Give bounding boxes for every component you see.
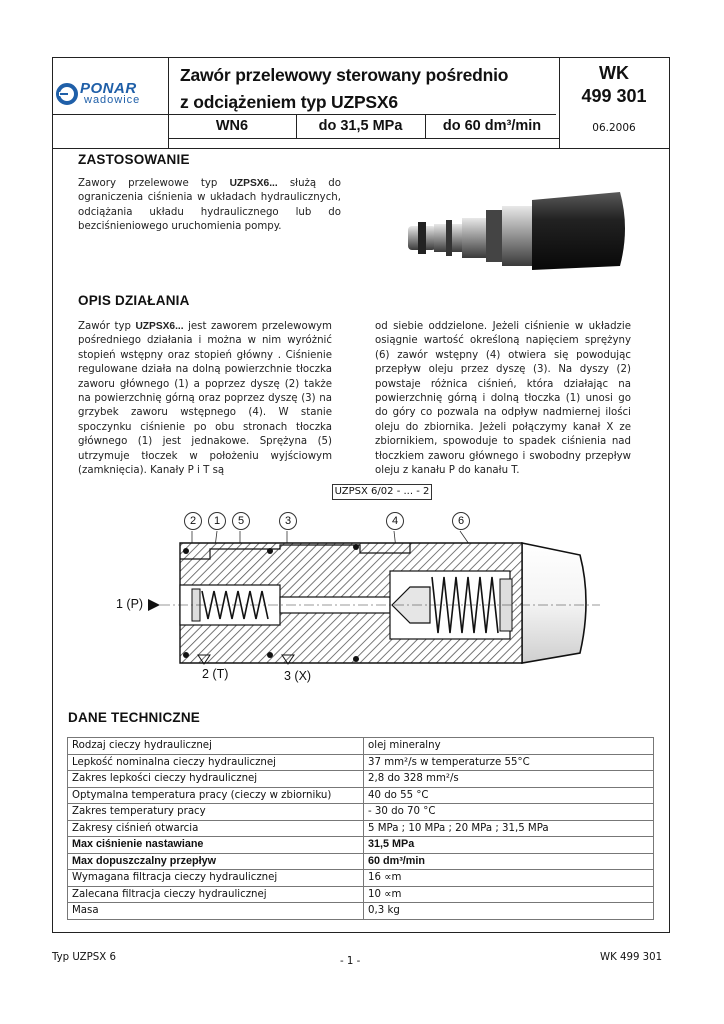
section-heading-operation: OPIS DZIAŁANIA (78, 293, 190, 308)
parameter-label: Zakres lepkości cieczy hydraulicznej (68, 771, 364, 788)
table-row (68, 837, 654, 854)
table-row (68, 820, 654, 837)
parameter-value: 40 do 55 °C (364, 787, 654, 804)
callout-nozzle-2: 2 (184, 512, 202, 530)
application-text (78, 177, 341, 235)
operation-text-post: jest zaworem przelewowym pośredniego działania i można w nim wyróżnić stopień wstępny oraz stopień główny . Ciśnienie regulowane działa na dolną powierzchnie tłoczka zaworu głównego (1) a poprzez dyszę (2) także na powierzchnię górną oraz poprzez dyszę (3) na grzybek zaworu wstępnego (4). W stanie spoczynku ciśnienie po obu stronach tłoczka głównego (1) jest jednakowe. Sprężyna (5) utrzymuje tłoczek w położeniu wyjściowym (zamknięcia). Kanały P i T są (78, 321, 332, 477)
footer-type: Typ UZPSX 6 (52, 952, 116, 963)
parameter-label: Max ciśnienie nastawiane (68, 837, 364, 854)
section-heading-technical-data: DANE TECHNICZNE (68, 710, 201, 725)
parameter-label: Lepkość nominalna cieczy hydraulicznej (68, 754, 364, 771)
parameter-value: 0,3 kg (364, 903, 654, 920)
spec-size: WN6 (215, 118, 249, 134)
table-row (68, 870, 654, 887)
document-code (560, 62, 668, 108)
header-divider (168, 138, 560, 139)
application-text-pre: Zawory przelewowe typ (78, 178, 230, 189)
parameter-label: Zakresy ciśnień otwarcia (68, 820, 364, 837)
parameter-value: 37 mm²/s w temperaturze 55°C (364, 754, 654, 771)
spec-pressure: do 31,5 MPa (318, 118, 403, 134)
parameter-value: 60 dm³/min (364, 853, 654, 870)
application-text-post: służą do ograniczenia ciśnienia w układach hydraulicznych, odciążania układu hydraulicznego lub do bezciśnieniowego uruchomienia pompy. (78, 178, 341, 233)
parameter-label: Zalecana filtracja cieczy hydraulicznej (68, 886, 364, 903)
technical-data-table (67, 737, 654, 920)
valve-section-diagram (110, 505, 610, 695)
callout-spring-5: 5 (232, 512, 250, 530)
table-row (68, 771, 654, 788)
port-p-label: 1 (P) (116, 597, 144, 611)
parameter-value: - 30 do 70 °C (364, 804, 654, 821)
operation-type: UZPSX6... (135, 321, 184, 332)
parameter-label: Max dopuszczalny przepływ (68, 853, 364, 870)
valve-photo (396, 170, 636, 280)
parameter-value: 31,5 MPa (364, 837, 654, 854)
spec-flow-value: do 60 (442, 118, 481, 134)
footer-doc-code: WK 499 301 (600, 952, 663, 963)
parameter-label: Zakres temperatury pracy (68, 804, 364, 821)
parameter-label: Optymalna temperatura pracy (cieczy w zbiorniku) (68, 787, 364, 804)
parameter-label: Wymagana filtracja cieczy hydraulicznej (68, 870, 364, 887)
parameter-value: 2,8 do 328 mm²/s (364, 771, 654, 788)
spec-flow (425, 116, 559, 137)
header-bottom-rule (52, 148, 670, 149)
callout-pilot-spring-6: 6 (452, 512, 470, 530)
table-row (68, 787, 654, 804)
operation-text-column-2: od siebie oddzielone. Jeżeli ciśnienie w układzie osiągnie wartość określoną napięciem sprężyny (6) zawór wstępny (4) otwiera się powodując przepływ oleju przez dyszę (3). Na dyszy (2) powstaje różnica ciśnień, która działając na powierzchnię górną i dolną tłoczka (1) unosi go do góry co pozwala na odpływ nadmiernej ilości oleju do zbiornika. Jeżeli połączymy kanał X ze zbiornikiem, spowoduje to spadek ciśnienia nad tłoczkiem zaworu głównego i swobodny przepływ oleju z kanału P do kanału T. (375, 321, 631, 477)
callout-main-piston-1: 1 (208, 512, 226, 530)
title-line-1: Zawór przelewowy sterowany pośrednio (180, 65, 509, 85)
brand-subname: wadowice (84, 94, 141, 106)
table-row (68, 738, 654, 755)
parameter-value: 10 ∝m (364, 886, 654, 903)
callout-nozzle-3: 3 (279, 512, 297, 530)
parameter-value: 5 MPa ; 10 MPa ; 20 MPa ; 31,5 MPa (364, 820, 654, 837)
section-heading-application: ZASTOSOWANIE (78, 152, 190, 167)
port-t-label: 2 (T) (202, 667, 229, 681)
spec-flow-unit: dm³/min (484, 118, 542, 134)
parameter-label: Masa (68, 903, 364, 920)
parameter-value: olej mineralny (364, 738, 654, 755)
page-number: - 1 - (340, 956, 361, 967)
application-type: UZPSX6... (229, 178, 278, 189)
table-row (68, 754, 654, 771)
brand-name: PONAR (80, 80, 137, 97)
operation-text-column-1 (78, 320, 332, 478)
callout-pilot-poppet-4: 4 (386, 512, 404, 530)
document-title (180, 62, 556, 116)
parameter-value: 16 ∝m (364, 870, 654, 887)
table-row (68, 903, 654, 920)
issue-date: 06.2006 (592, 122, 636, 134)
document-code-line-2: 499 301 (581, 86, 647, 106)
table-row (68, 886, 654, 903)
table-row (68, 804, 654, 821)
diagram-model-label: UZPSX 6/02 - ... - 2 (332, 484, 432, 500)
title-line-2: z odciążeniem typ UZPSX6 (180, 92, 398, 112)
table-row (68, 853, 654, 870)
ponar-logo (56, 80, 166, 108)
operation-text-pre: Zawór typ (78, 321, 136, 332)
parameter-label: Rodzaj cieczy hydraulicznej (68, 738, 364, 755)
document-code-line-1: WK (599, 63, 629, 83)
port-x-label: 3 (X) (284, 669, 312, 683)
